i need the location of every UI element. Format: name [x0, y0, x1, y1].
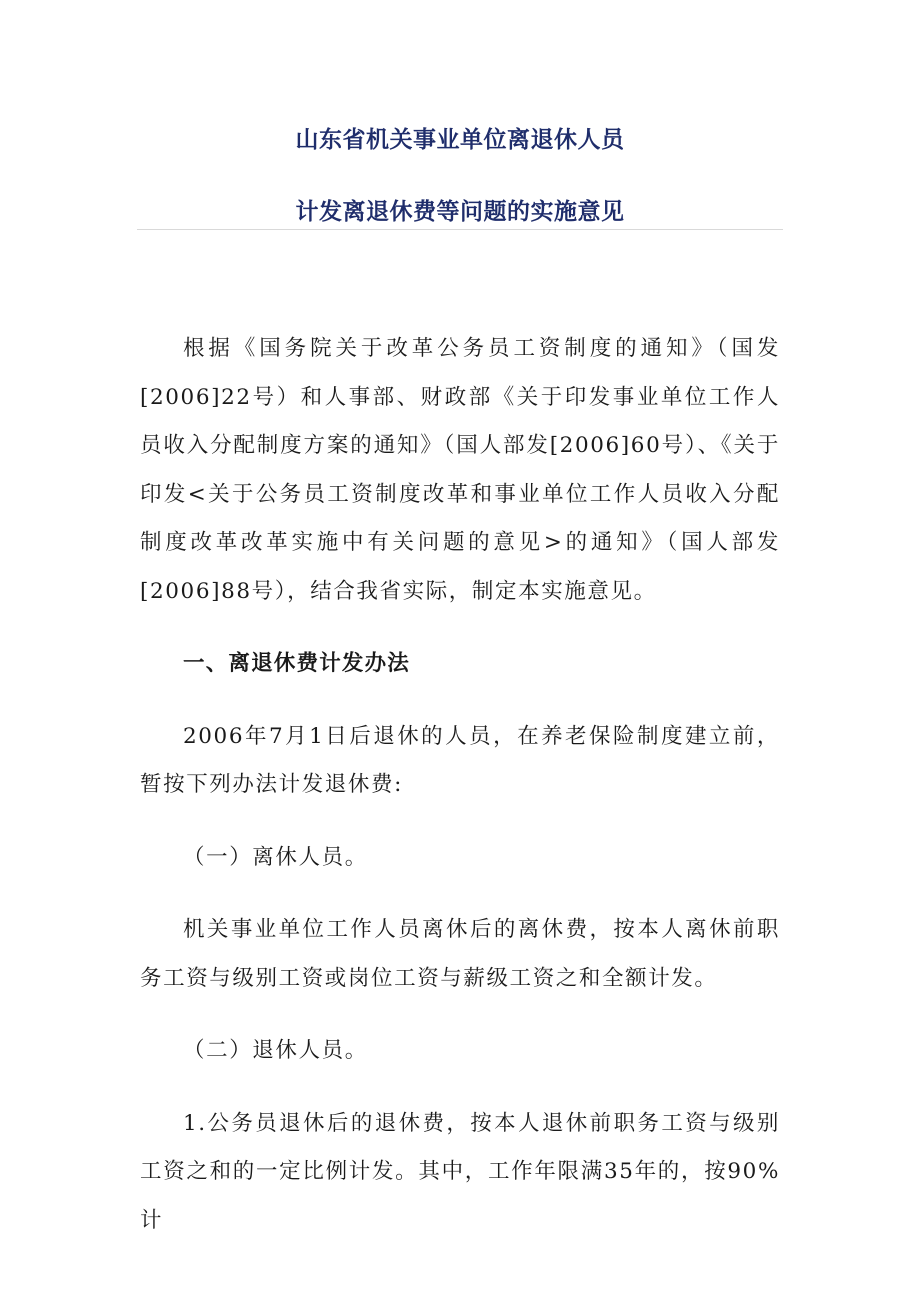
- subsection-2-heading: （二）退休人员。: [183, 1038, 368, 1063]
- section-1-heading: 一、离退休费计发办法: [183, 651, 411, 676]
- document-body: [140, 325, 780, 1245]
- subsection-1-heading: （一）离休人员。: [183, 844, 368, 870]
- subsection-2-item-1: 1.公务员退休后的退休费，按本人退休前职务工资与级别工资之和的一定比例计发。其中，工作年限满35年的，按90%计: [140, 1110, 780, 1233]
- title-divider: [137, 229, 783, 230]
- document-title-line-2: 计发离退休费等问题的实施意见: [295, 199, 625, 225]
- document-title-line-1: 山东省机关事业单位离退休人员: [295, 127, 625, 153]
- intro-paragraph: 根据《国务院关于改革公务员工资制度的通知》（国发[2006]22号）和人事部、财政部《关于印发事业单位工作人员收入分配制度方案的通知》（国人部发[2006]60号）、《关于印发<关于公务员工资制度改革和事业单位工作人员收入分配制度改革改革实施中有关问题的意见>的通知》（国人部发[2006]88号），结合我省实际，制定本实施意见。: [140, 336, 780, 604]
- subsection-1-paragraph: 机关事业单位工作人员离休后的离休费，按本人离休前职务工资与级别工资或岗位工资与薪级工资之和全额计发。: [140, 917, 780, 991]
- section-1-paragraph: 2006年7月1日后退休的人员，在养老保险制度建立前，暂按下列办法计发退休费:: [140, 723, 780, 797]
